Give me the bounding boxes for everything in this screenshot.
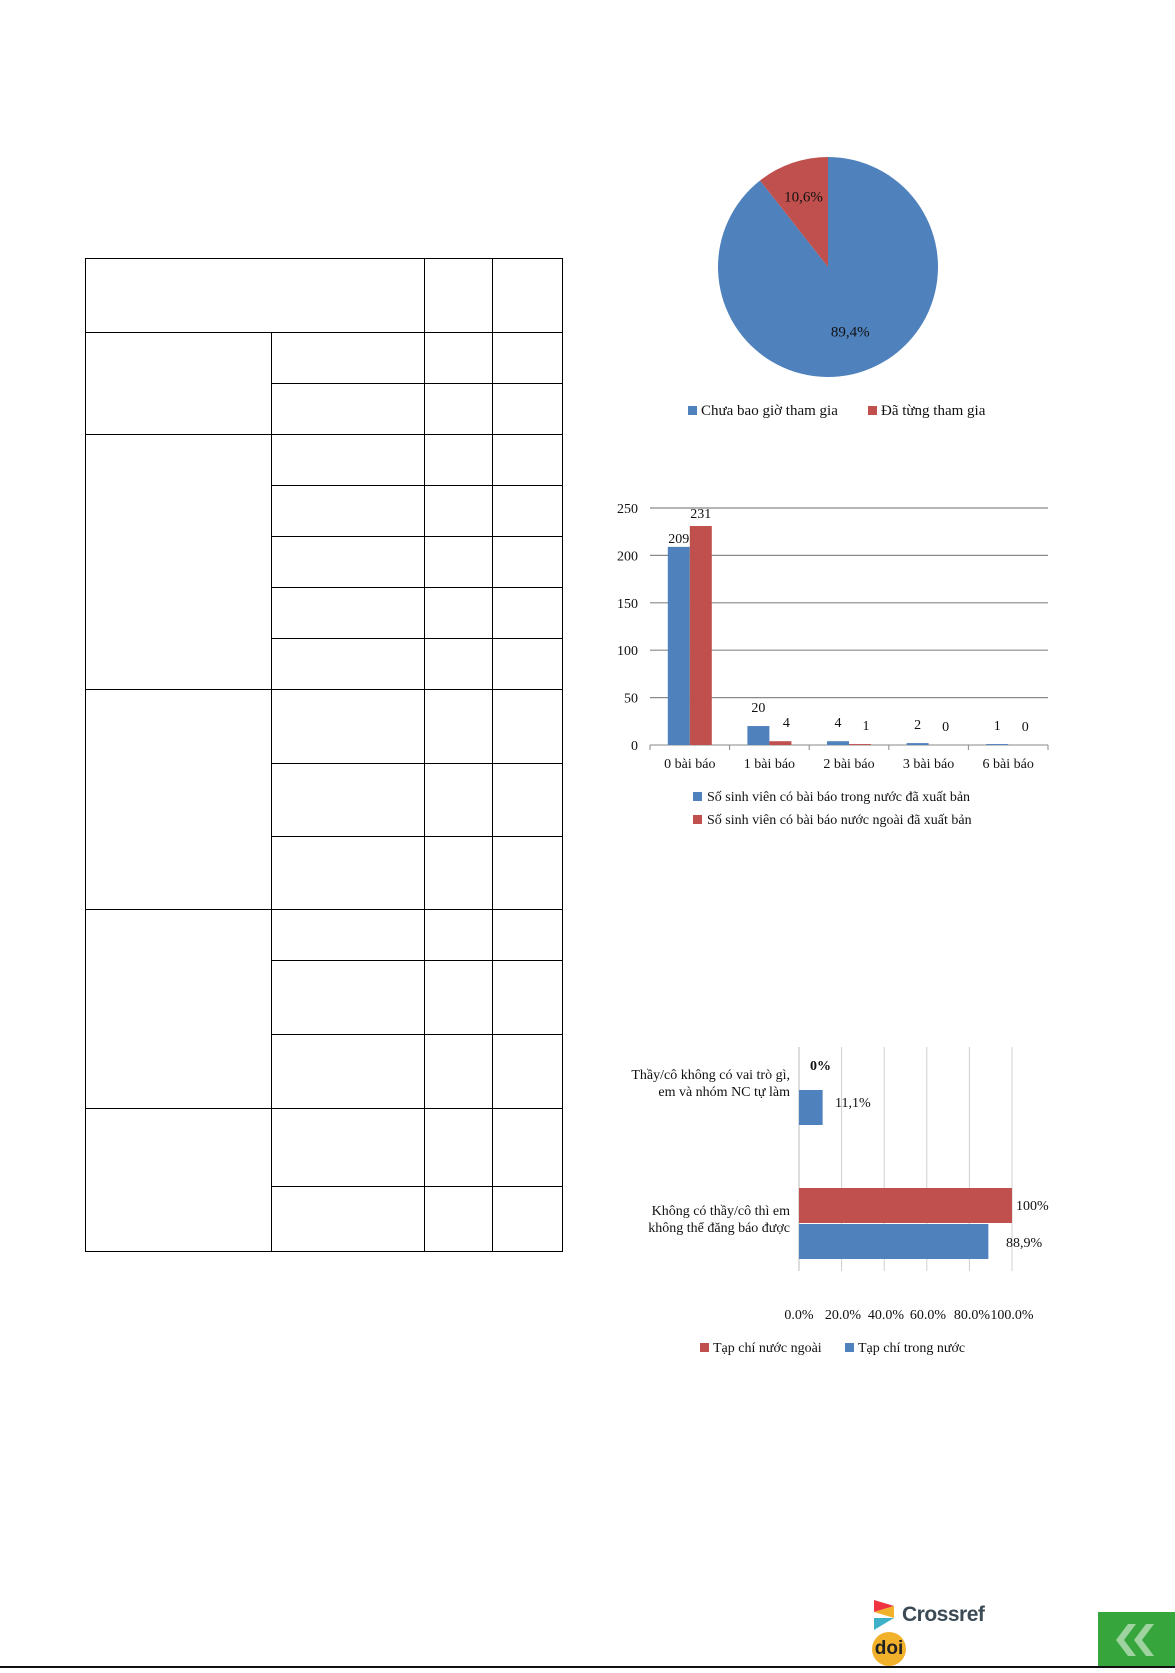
table-row-line [271, 960, 563, 961]
bar-data-label: 209 [668, 531, 690, 547]
y-category-label: Không có thầy/cô thì em [651, 1204, 790, 1219]
table-col-line [492, 258, 493, 1252]
y-tick-label: 100 [617, 644, 638, 660]
table-row-line [85, 689, 563, 690]
x-tick-label: 60.0% [909, 1308, 947, 1323]
x-tick-label: 6 bài báo [982, 757, 1034, 772]
bar [986, 744, 1008, 745]
legend-swatch [700, 1343, 709, 1352]
x-tick-label: 100.0% [990, 1308, 1034, 1323]
y-tick-label: 200 [617, 549, 638, 565]
x-tick-label: 40.0% [867, 1308, 905, 1323]
y-category-label: không thể đăng báo được [648, 1221, 790, 1236]
y-tick-label: 250 [617, 502, 638, 517]
table-row-line [271, 638, 563, 639]
x-tick-label: 20.0% [824, 1308, 862, 1323]
bar [747, 726, 769, 745]
table-col-line [271, 332, 272, 1252]
bar-data-label: 231 [690, 507, 712, 523]
bar [799, 1188, 1012, 1223]
bar-data-label: 1 [862, 719, 870, 735]
table-row-line [271, 485, 563, 486]
pie-chart [680, 150, 1000, 430]
crossref-mark-icon [872, 1598, 898, 1632]
table-border [562, 258, 563, 1252]
bar-data-label: 20 [751, 701, 766, 717]
legend-label: Số sinh viên có bài báo trong nước đã xuất bản [707, 790, 971, 805]
table-row-line [271, 587, 563, 588]
legend-label: Số sinh viên có bài báo nước ngoài đã xuất bản [707, 813, 972, 828]
bar [799, 1224, 988, 1259]
x-tick-label: 0 bài báo [664, 757, 716, 772]
table-row-line [85, 434, 563, 435]
x-tick-label: 0.0% [784, 1308, 814, 1323]
legend-label: Tạp chí trong nước [858, 1341, 966, 1356]
column-chart [610, 495, 1060, 840]
y-category-label: em và nhóm NC tự làm [658, 1085, 790, 1100]
bar-data-label: 1 [993, 719, 1001, 735]
y-category-label: Thầy/cô không có vai trò gì, [631, 1068, 790, 1083]
table-row-line [271, 1034, 563, 1035]
bar [827, 741, 849, 745]
bar-data-label: 4 [782, 716, 790, 732]
x-tick-label: 2 bài báo [823, 757, 875, 772]
crossref-wordmark: Crossref [902, 1603, 985, 1626]
table-row-line [271, 383, 563, 384]
table-col-line [424, 258, 425, 1252]
y-tick-label: 150 [617, 596, 638, 612]
bar-data-label: 0% [810, 1059, 831, 1074]
legend-swatch [688, 406, 697, 415]
table-row-line [271, 536, 563, 537]
bar-data-label: 11,1% [835, 1096, 871, 1111]
table-row-line [271, 763, 563, 764]
legend-swatch [868, 406, 877, 415]
legend-label: Chưa bao giờ tham gia [701, 403, 838, 419]
pie-data-label: 89,4% [830, 324, 870, 341]
bar [907, 743, 929, 745]
legend-label: Đã từng tham gia [881, 403, 986, 419]
legend-swatch [693, 792, 702, 801]
bar [668, 547, 690, 745]
x-tick-label: 1 bài báo [743, 757, 796, 772]
bar-data-label: 2 [914, 718, 922, 734]
y-tick-label: 50 [624, 691, 638, 707]
y-tick-label: 0 [631, 739, 638, 754]
bar [690, 526, 712, 745]
x-tick-label: 3 bài báo [902, 757, 955, 772]
bar-data-label: 0 [942, 720, 950, 735]
table-row-line [271, 836, 563, 837]
table-row-line [85, 909, 563, 910]
pie-data-label: 10,6% [784, 189, 823, 206]
x-tick-label: 80.0% [953, 1308, 991, 1323]
doi-badge: doi [872, 1632, 906, 1666]
bar-data-label: 100% [1016, 1199, 1049, 1214]
crossref-logo [872, 1598, 1012, 1659]
bar-data-label: 4 [834, 716, 842, 732]
bar [849, 744, 871, 745]
horizontal-bar-chart [600, 1040, 1070, 1360]
table-row-line [85, 332, 563, 333]
bar [769, 741, 791, 745]
bar-data-label: 0 [1021, 720, 1029, 735]
table-row-line [85, 1108, 563, 1109]
empty-table [85, 258, 563, 1252]
legend-swatch [845, 1343, 854, 1352]
legend-label: Tạp chí nước ngoài [713, 1341, 822, 1356]
table-border [85, 258, 86, 1252]
bar [799, 1090, 823, 1125]
bar-data-label: 88,9% [1006, 1236, 1043, 1251]
table-row-line [271, 1186, 563, 1187]
double-chevron-left-icon [1098, 1612, 1175, 1668]
legend-swatch [693, 815, 702, 824]
back-tab[interactable] [1098, 1612, 1175, 1668]
